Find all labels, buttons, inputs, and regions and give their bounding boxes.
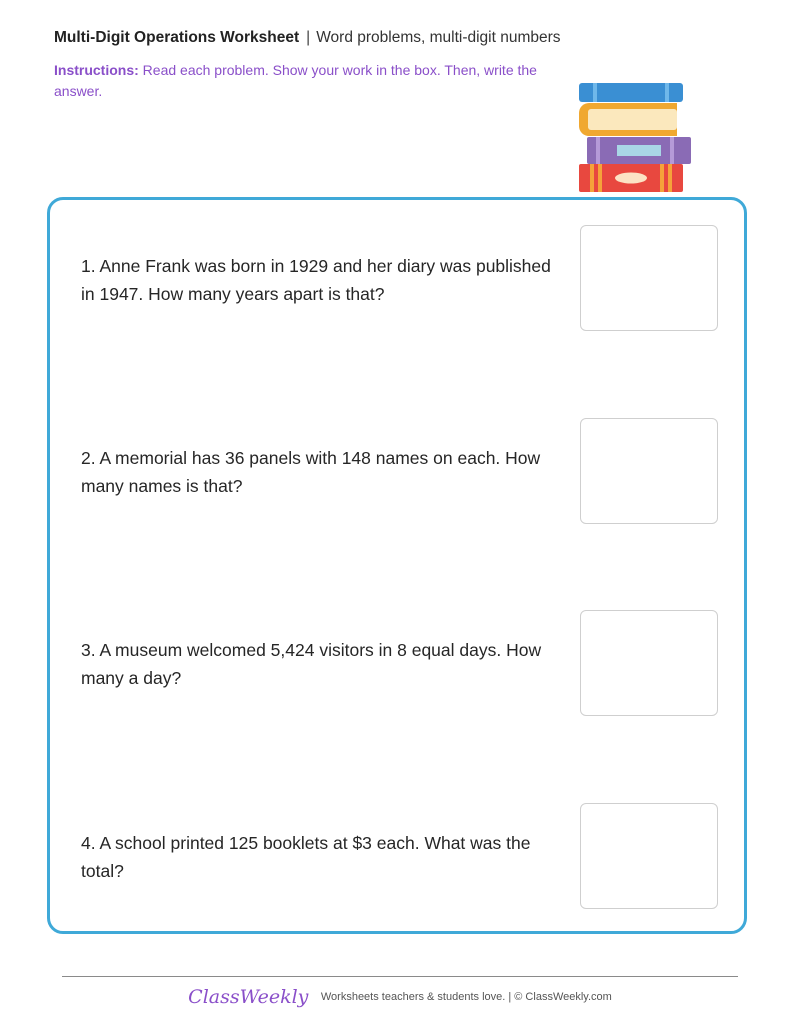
worksheet-subtitle: Word problems, multi-digit numbers [316, 29, 561, 46]
problem-3: 3. A museum welcomed 5,424 visitors in 8 equal days. How many a day? [81, 640, 542, 688]
worksheet-header [54, 28, 654, 48]
footer [0, 986, 800, 1008]
problem-1: 1. Anne Frank was born in 1929 and her diary was published in 1947. How many years apart is that? [81, 256, 551, 304]
header-separator: | [306, 29, 311, 46]
answer-box-4[interactable] [580, 803, 718, 909]
worksheet-title: Multi-Digit Operations Worksheet [54, 29, 300, 46]
problem-2: 2. A memorial has 36 panels with 148 names on each. How many names is that? [81, 448, 541, 496]
stack-of-books-icon [577, 82, 693, 194]
answer-box-1[interactable] [580, 225, 718, 331]
answer-box-2[interactable] [580, 418, 718, 524]
footer-divider [62, 976, 738, 977]
instructions [54, 60, 544, 102]
problem-4: 4. A school printed 125 booklets at $3 each. What was the total? [81, 833, 531, 881]
instructions-label: Instructions: [54, 62, 139, 78]
answer-box-3[interactable] [580, 610, 718, 716]
instructions-text: Read each problem. Show your work in the box. Then, write the answer. [54, 62, 537, 99]
brand-logo: ClassWeekly [188, 986, 309, 1008]
footer-tagline: Worksheets teachers & students love. | © ClassWeekly.com [320, 991, 612, 1003]
